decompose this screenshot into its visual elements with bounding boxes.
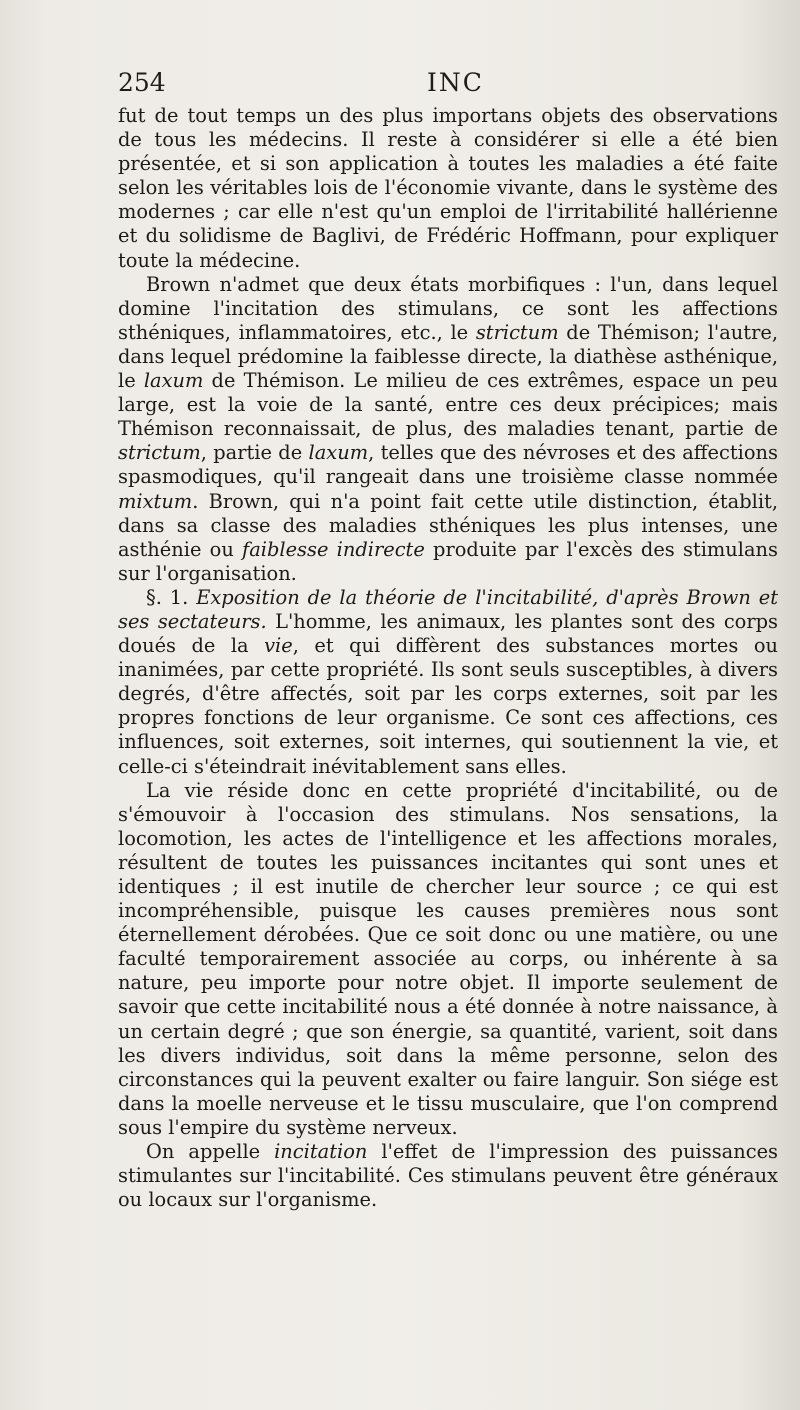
paragraph-2 bbox=[118, 273, 778, 586]
text-segment: fut de tout temps un des plus importans objets des observations de tous les médecins. Il reste à considérer si elle a été bien présentée, et si son application à toutes les maladies a été faite selon les véritables lois de l'économie vivante, dans le système des modernes ; car elle n'est qu'un emploi de l'irritabilité hallérienne et du solidisme de Baglivi, de Frédéric Hoffmann, pour expliquer toute la médecine. bbox=[118, 104, 778, 272]
text-segment: La vie réside donc en cette propriété d'incitabilité, ou de s'émouvoir à l'occasion des stimulans. Nos sensations, la locomotion, les actes de l'intelligence et les affections morales, résultent de toutes les puissances incitantes qui sont unes et identiques ; il est inutile de chercher leur source ; ce qui est incompréhensible, puisque les causes premières nous sont éternellement dérobées. Que ce soit donc ou une matière, ou une faculté temporairement associée au corps, ou inhérente à sa nature, peu importe pour notre objet. Il importe seulement de savoir que cette incitabilité nous a été donnée à notre naissance, à un certain degré ; que son énergie, sa quantité, varient, soit dans les divers individus, soit dans la même personne, selon des circonstances qui la peuvent exalter ou faire languir. Son siége est dans la moelle nerveuse et le tissu musculaire, que l'on comprend sous l'empire du système nerveux. bbox=[118, 778, 778, 1139]
italic-term: strictum bbox=[475, 320, 559, 344]
text-segment: , partie de bbox=[200, 441, 309, 465]
text-segment: produite par l'excès des stimulans sur l'organisation. bbox=[118, 537, 778, 585]
text-segment: l'effet de l'impression des puissances stimulantes sur l'incitabilité. Ces stimulans peuvent être généraux ou locaux sur l'organisme. bbox=[118, 1140, 778, 1212]
paragraph-5 bbox=[118, 1140, 778, 1212]
running-head: INC bbox=[427, 68, 484, 97]
text-segment: de Thémison. Le milieu de ces extrêmes, espace un peu large, est la voie de la santé, entre ces deux précipices; mais Thémison reconnaissait, de plus, des maladies tenant, partie de bbox=[118, 369, 778, 441]
body-text bbox=[118, 104, 778, 1212]
text-segment: L'homme, les animaux, les plantes sont des corps doués de la bbox=[118, 609, 778, 658]
text-segment: , telles que des névroses et des affections spasmodiques, qu'il rangeait dans une troisième classe nommée bbox=[118, 441, 778, 489]
text-segment: , et qui diffèrent des substances mortes ou inanimées, par cette propriété. Ils sont seuls susceptibles, à divers degrés, d'être affectés, soit par les corps externes, soit par les propres fonctions de leur organisme. Ce sont ces affections, ces influences, soit externes, soit internes, qui soutiennent la vie, et celle-ci s'éteindrait inévitablement sans elles. bbox=[118, 634, 778, 778]
text-segment: de Thémison; l'autre, dans lequel prédomine la faiblesse directe, la diathèse asthénique, le bbox=[118, 320, 778, 393]
paragraph-4 bbox=[118, 779, 778, 1140]
italic-term: laxum bbox=[308, 441, 369, 465]
paragraph-1 bbox=[118, 104, 778, 273]
italic-term: laxum bbox=[143, 369, 204, 393]
italic-term: incitation bbox=[274, 1140, 368, 1164]
italic-term: mixtum bbox=[118, 489, 193, 513]
italic-term: faiblesse indirecte bbox=[242, 537, 425, 561]
page-header bbox=[118, 68, 778, 102]
paragraph-3-section bbox=[118, 586, 778, 779]
section-number: §. 1. bbox=[146, 585, 197, 609]
page-number: 254 bbox=[118, 68, 166, 97]
text-segment: Brown n'admet que deux états morbifiques : l'un, dans lequel domine l'incitation des stimulans, ce sont les affections sthéniques, inflammatoires, etc., le bbox=[118, 272, 778, 344]
section-title: Exposition de la théorie de l'incitabilité, d'après Brown et ses sectateurs. bbox=[118, 585, 778, 633]
text-segment: On appelle bbox=[146, 1140, 275, 1164]
italic-term: strictum bbox=[118, 441, 201, 465]
text-segment: . Brown, qui n'a point fait cette utile distinction, établit, dans sa classe des maladies sthéniques les plus intenses, une asthénie ou bbox=[118, 489, 778, 561]
italic-term: vie bbox=[264, 634, 293, 658]
